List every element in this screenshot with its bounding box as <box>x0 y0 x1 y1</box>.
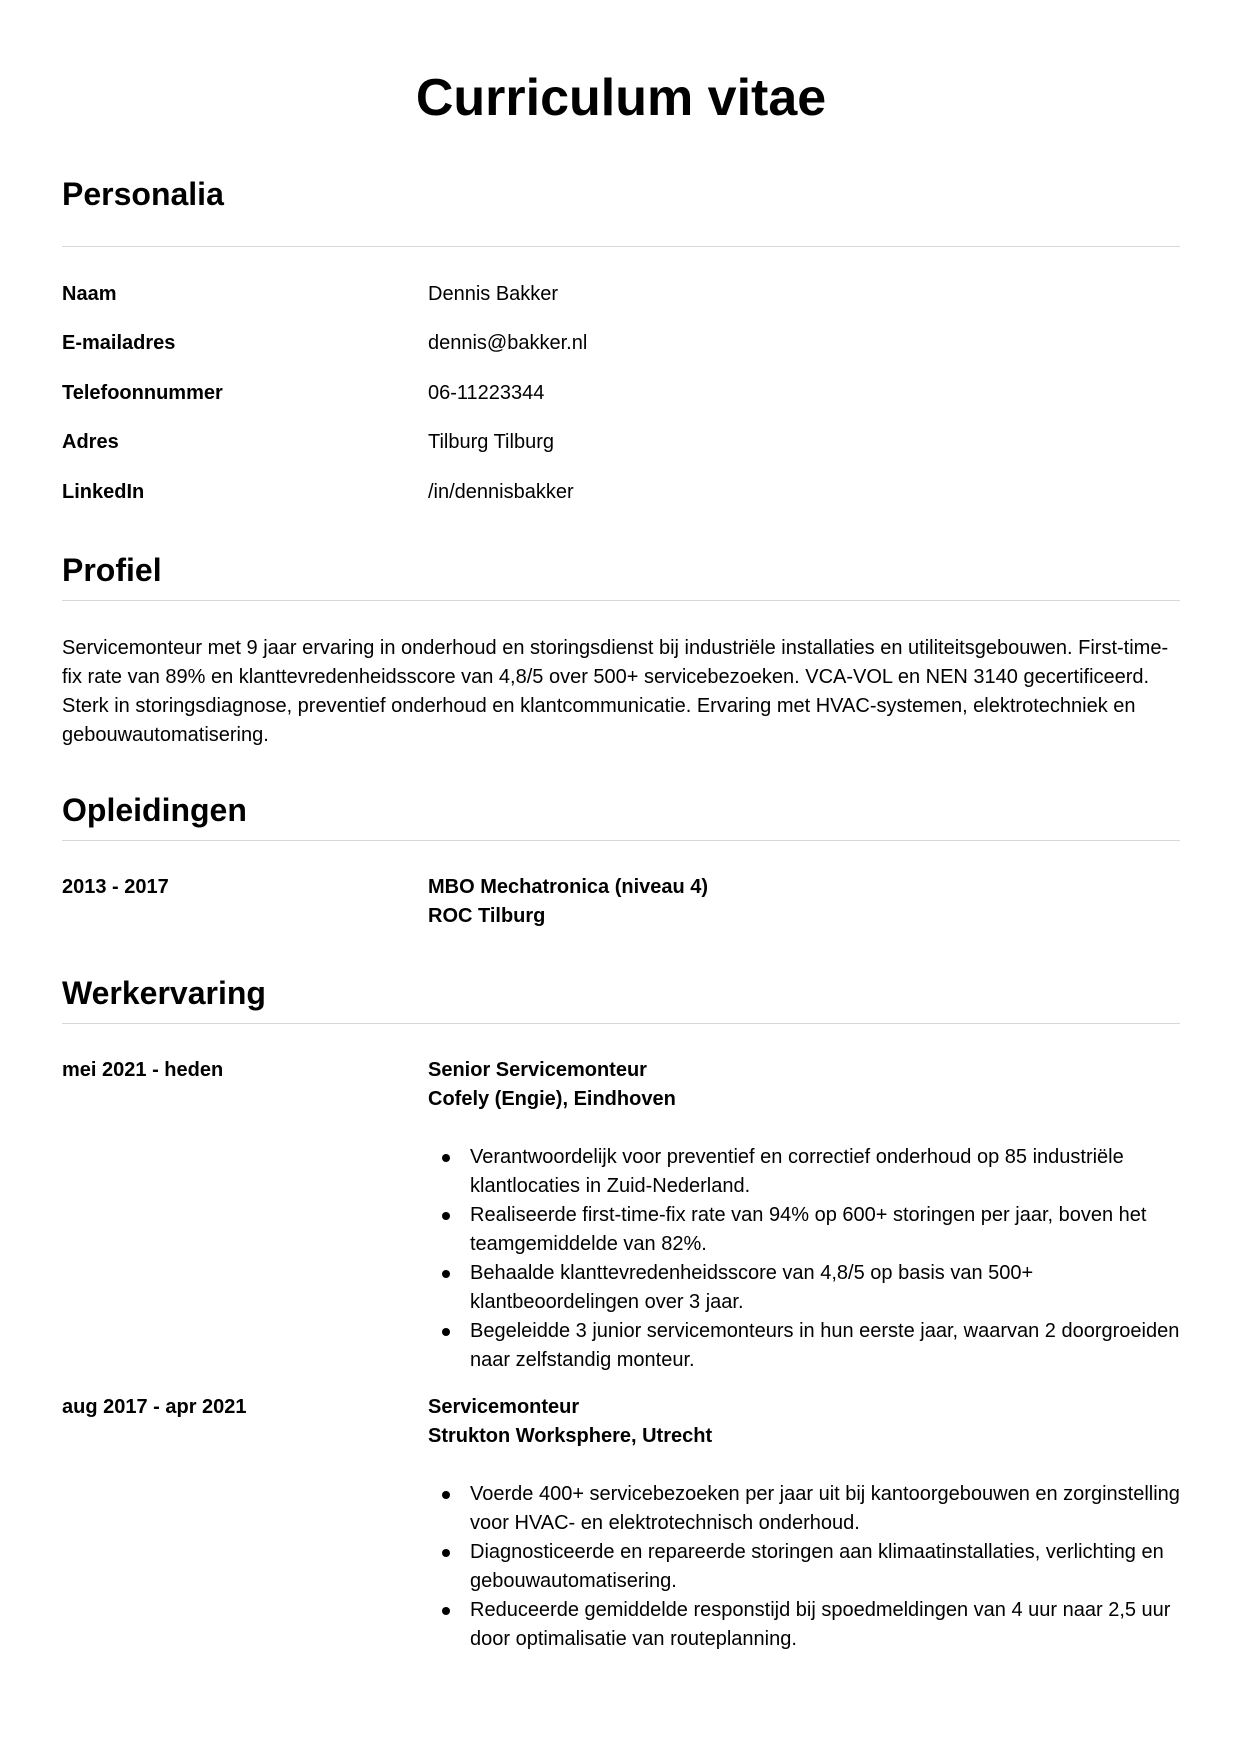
section-title-personalia: Personalia <box>62 176 224 212</box>
bullet-dot-icon <box>442 1270 450 1278</box>
section-divider <box>62 1023 1180 1024</box>
education-title: MBO Mechatronica (niveau 4) <box>428 876 709 898</box>
section-title-werkervaring: Werkervaring <box>62 975 266 1011</box>
section-title-opleidingen: Opleidingen <box>62 792 247 828</box>
work-period: aug 2017 - apr 2021 <box>62 1396 247 1418</box>
work-period: mei 2021 - heden <box>62 1059 224 1081</box>
work-details <box>428 1056 1180 1375</box>
document-title: Curriculum vitae <box>415 69 827 127</box>
work-bullet <box>428 1317 1180 1375</box>
education-institution: ROC Tilburg <box>428 905 546 927</box>
section-divider <box>62 840 1180 841</box>
section-divider <box>62 246 1180 247</box>
work-bullet <box>428 1596 1180 1654</box>
field-label: Adres <box>62 431 119 453</box>
field-value: 06-11223344 <box>428 382 545 404</box>
bullet-dot-icon <box>442 1607 450 1615</box>
work-bullet-text: Reduceerde gemiddelde responstijd bij spoedmeldingen van 4 uur naar 2,5 uur door optimalisatie van routeplanning. <box>470 1599 1171 1650</box>
work-bullet <box>428 1143 1180 1201</box>
field-label: E-mailadres <box>62 332 176 354</box>
bullet-dot-icon <box>442 1328 450 1336</box>
work-bullet-text: Realiseerde first-time-fix rate van 94% op 600+ storingen per jaar, boven het teamgemiddelde van 82%. <box>470 1204 1147 1255</box>
work-bullet-text: Verantwoordelijk voor preventief en correctief onderhoud op 85 industriële klantlocaties in Zuid-Nederland. <box>470 1146 1124 1197</box>
section-divider <box>62 600 1180 601</box>
field-value: dennis@bakker.nl <box>428 332 588 354</box>
field-label: Telefoonnummer <box>62 382 223 404</box>
work-details <box>428 1393 1180 1654</box>
work-bullet <box>428 1480 1180 1538</box>
field-value: /in/dennisbakker <box>428 481 574 503</box>
field-label: LinkedIn <box>62 481 145 503</box>
profile-summary: Servicemonteur met 9 jaar ervaring in onderhoud en storingsdienst bij industriële installaties en utiliteitsgebouwen. First-time-fix rate van 89% en klanttevredenheidsscore van 4,8/5 over 500+ servicebezoeken. VCA-VOL en NEN 3140 gecertificeerd. Sterk in storingsdiagnose, preventief onderhoud en klantcommunicatie. Ervaring met HVAC-systemen, elektrotechniek en gebouwautomatisering. <box>62 637 1169 746</box>
work-title: Servicemonteur <box>428 1396 580 1418</box>
work-bullet-list <box>428 1480 1180 1654</box>
work-bullet <box>428 1201 1180 1259</box>
work-title: Senior Servicemonteur <box>428 1059 647 1081</box>
work-bullet-list <box>428 1143 1180 1375</box>
field-value: Tilburg Tilburg <box>428 431 554 453</box>
bullet-dot-icon <box>442 1549 450 1557</box>
field-value: Dennis Bakker <box>428 283 559 305</box>
work-bullet-text: Behaalde klanttevredenheidsscore van 4,8/5 op basis van 500+ klantbeoordelingen over 3 jaar. <box>470 1262 1034 1313</box>
work-bullet-text: Voerde 400+ servicebezoeken per jaar uit bij kantoorgebouwen en zorginstelling voor HVAC- en elektrotechnisch onderhoud. <box>470 1483 1180 1534</box>
bullet-dot-icon <box>442 1491 450 1499</box>
field-label: Naam <box>62 283 117 305</box>
work-bullet-text: Diagnosticeerde en repareerde storingen aan klimaatinstallaties, verlichting en gebouwautomatisering. <box>470 1541 1164 1592</box>
work-bullet <box>428 1538 1180 1596</box>
education-period: 2013 - 2017 <box>62 876 169 898</box>
work-company: Cofely (Engie), Eindhoven <box>428 1088 676 1110</box>
bullet-dot-icon <box>442 1212 450 1220</box>
education-details <box>428 873 1180 931</box>
work-company: Strukton Worksphere, Utrecht <box>428 1425 713 1447</box>
work-bullet <box>428 1259 1180 1317</box>
section-title-profiel: Profiel <box>62 552 162 588</box>
work-bullet-text: Begeleidde 3 junior servicemonteurs in hun eerste jaar, waarvan 2 doorgroeiden naar zelfstandig monteur. <box>470 1320 1180 1371</box>
bullet-dot-icon <box>442 1154 450 1162</box>
